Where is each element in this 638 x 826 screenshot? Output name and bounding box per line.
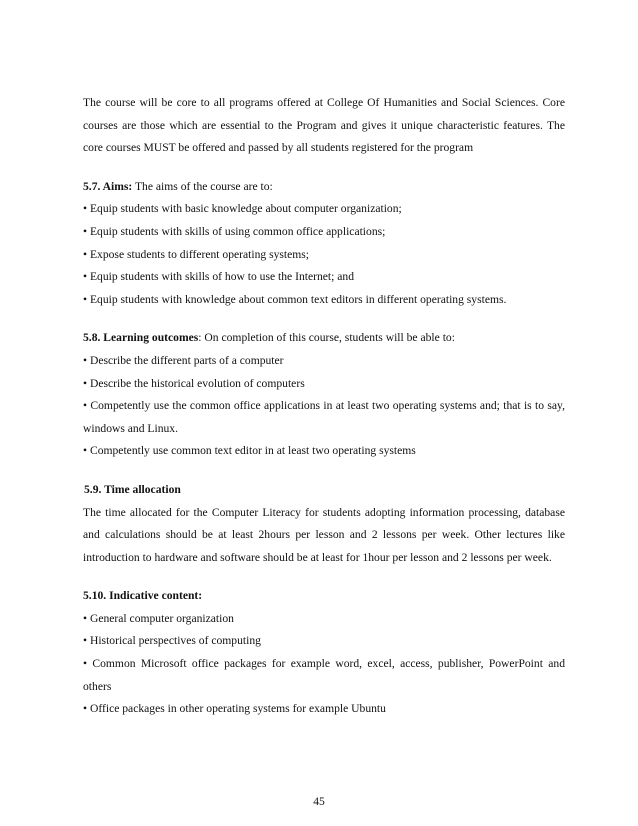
aims-line	[83, 176, 565, 199]
aims-lead: The aims of the course are to:	[132, 179, 273, 193]
outcomes-item: • Competently use the common office applications in at least two operating systems and; that is to say, windows and Linux.	[83, 399, 565, 435]
aims-item: • Expose students to different operating systems;	[83, 247, 310, 261]
time-allocation-paragraph: The time allocated for the Computer Literacy for students adopting information processing, database and calculations should be at least 2hours per lesson and 2 lessons per week. Other lectures like introduction to hardware and software should be at least for 1hour per lesson and 2 lessons per week.	[83, 505, 565, 564]
spacer	[83, 569, 565, 585]
page-number: 45	[313, 795, 325, 808]
aims-item: • Equip students with basic knowledge about computer organization;	[83, 202, 402, 216]
outcomes-item: • Competently use common text editor in at least two operating systems	[83, 444, 416, 458]
outcomes-lead: : On completion of this course, students will be able to:	[198, 331, 455, 345]
spacer	[83, 311, 565, 327]
spacer	[83, 160, 565, 176]
spacer	[83, 463, 565, 479]
intro-paragraph: The course will be core to all programs offered at College Of Humanities and Social Sciences. Core courses are those which are essential to the Program and gives it unique characteristic features. The core courses MUST be offered and passed by all students registered for the program	[83, 96, 565, 155]
page-content	[83, 92, 565, 721]
aims-heading: 5.7. Aims:	[83, 179, 133, 193]
time-allocation-line	[83, 479, 565, 502]
aims-item: • Equip students with knowledge about common text editors in different operating systems.	[83, 292, 507, 306]
indicative-content-item: • General computer organization	[83, 611, 234, 625]
indicative-content-item: • Historical perspectives of computing	[83, 634, 261, 648]
time-allocation-heading: 5.9. Time allocation	[84, 482, 181, 496]
outcomes-item: • Describe the historical evolution of computers	[83, 376, 305, 390]
indicative-content-item: • Common Microsoft office packages for example word, excel, access, publisher, PowerPoint and others	[83, 657, 565, 693]
indicative-content-heading: 5.10. Indicative content:	[83, 589, 203, 603]
outcomes-line	[83, 327, 565, 350]
outcomes-heading: 5.8. Learning outcomes	[83, 331, 199, 345]
aims-item: • Equip students with skills of using common office applications;	[83, 224, 386, 238]
outcomes-item: • Describe the different parts of a computer	[83, 353, 284, 367]
indicative-content-line	[83, 585, 565, 608]
indicative-content-item: • Office packages in other operating systems for example Ubuntu	[83, 702, 386, 716]
aims-item: • Equip students with skills of how to use the Internet; and	[83, 270, 355, 284]
